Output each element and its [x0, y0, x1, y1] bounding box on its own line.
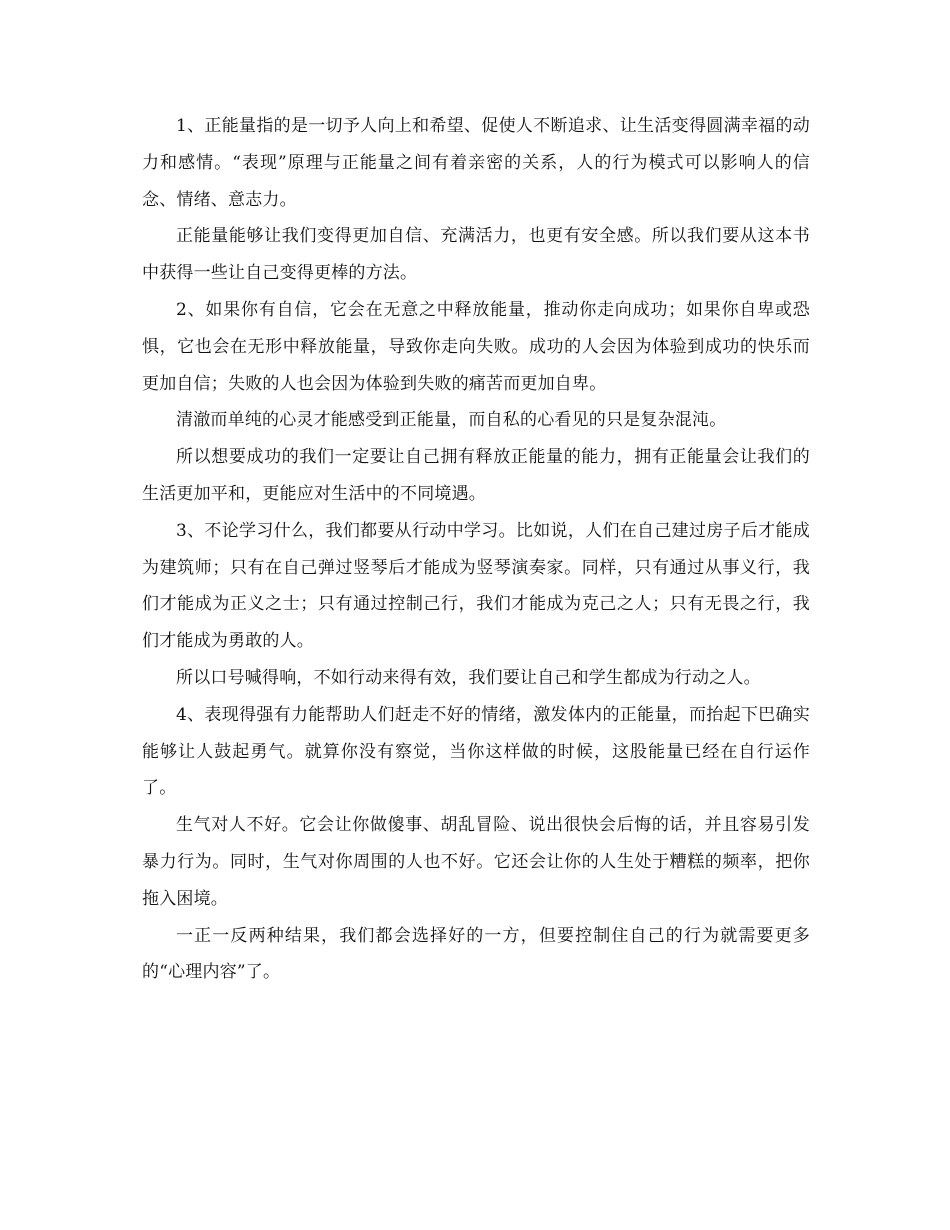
- paragraph-3: 2、如果你有自信，它会在无意之中释放能量，推动你走向成功；如果你自卑或恐惧，它也会在无形中释放能量，导致你走向失败。成功的人会因为体验到成功的快乐而更加自信；失败的人也会因为体验到失败的痛苦而更加自卑。: [142, 299, 810, 394]
- paragraph-4: 清澈而单纯的心灵才能感受到正能量，而自私的心看见的只是复杂混沌。: [176, 410, 727, 431]
- paragraph-7: 所以口号喊得响，不如行动来得有效，我们要让自己和学生都成为行动之人。: [176, 667, 761, 688]
- document-page: [142, 108, 810, 991]
- paragraph-5: 所以想要成功的我们一定要让自己拥有释放正能量的能力，拥有正能量会让我们的生活更加平和，更能应对生活中的不同境遇。: [142, 447, 810, 504]
- paragraph-9: 生气对人不好。它会让你做傻事、胡乱冒险、说出很快会后悔的话，并且容易引发暴力行为。同时，生气对你周围的人也不好。它还会让你的人生处于糟糕的频率，把你拖入困境。: [142, 815, 810, 909]
- paragraph-8: 4、表现得强有力能帮助人们赶走不好的情绪，激发体内的正能量，而抬起下巴确实能够让人鼓起勇气。就算你没有察觉，当你这样做的时候，这股能量已经在自行运作了。: [142, 704, 810, 799]
- paragraph-2: 正能量能够让我们变得更加自信、充满活力，也更有安全感。所以我们要从这本书中获得一些让自己变得更棒的方法。: [142, 226, 810, 284]
- paragraph-6: 3、不论学习什么，我们都要从行动中学习。比如说，人们在自己建过房子后才能成为建筑师；只有在自己弹过竖琴后才能成为竖琴演奏家。同样，只有通过从事义行，我们才能成为正义之士；只有通过控制己行，我们才能成为克己之人；只有无畏之行，我们才能成为勇敢的人。: [142, 520, 810, 652]
- paragraph-1: 1、正能量指的是一切予人向上和希望、促使人不断追求、让生活变得圆满幸福的动力和感情。“表现”原理与正能量之间有着亲密的关系，人的行为模式可以影响人的信念、情绪、意志力。: [142, 116, 810, 210]
- paragraph-10: 一正一反两种结果，我们都会选择好的一方，但要控制住自己的行为就需要更多的“心理内容”了。: [142, 925, 810, 983]
